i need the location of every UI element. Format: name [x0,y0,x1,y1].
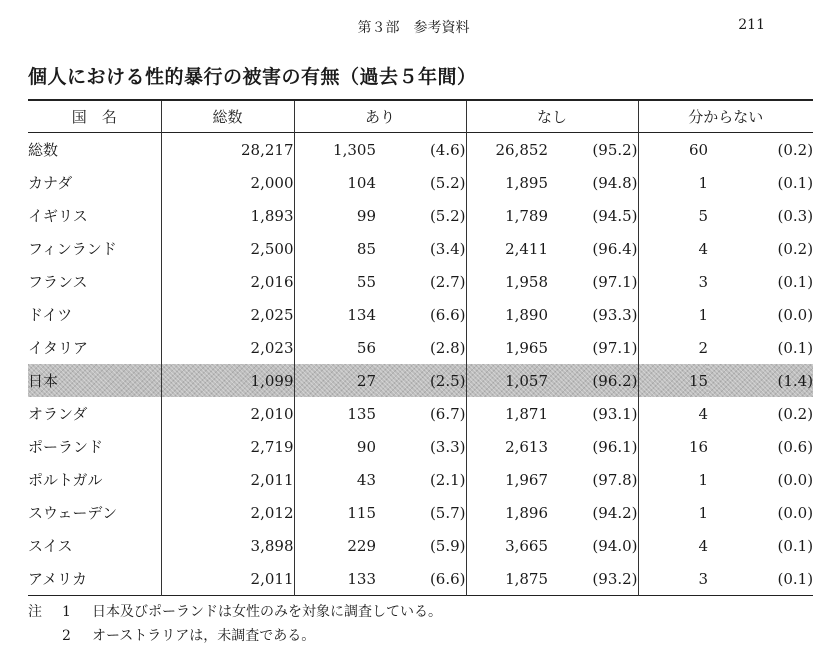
cell-name: ポーランド [28,438,104,456]
cell-yes: 115 [294,496,376,529]
footnote-number: 1 [62,604,71,620]
cell-unk-pct: (0.1) [777,272,814,291]
cell-unk-pct: (0.2) [777,140,814,159]
header-country: 国 名 [71,108,117,126]
cell-no-pct: (96.4) [592,239,638,258]
table-row [28,529,813,562]
cell-no: 1,890 [466,298,548,331]
cell-name: スイス [28,537,73,555]
footnote-text: オーストラリアは，未調査である。 [92,628,316,644]
cell-no: 26,852 [466,133,548,167]
cell-unk: 4 [638,529,708,562]
cell-no: 1,875 [466,562,548,596]
cell-unk: 2 [638,331,708,364]
cell-total: 2,012 [161,496,294,529]
cell-name: 総数 [28,141,59,159]
cell-yes: 229 [294,529,376,562]
cell-total: 2,023 [161,331,294,364]
cell-total: 2,500 [161,232,294,265]
cell-no-pct: (97.1) [592,272,638,291]
cell-unk-pct: (0.0) [777,470,814,489]
cell-yes-pct: (5.9) [429,536,466,555]
cell-no-pct: (96.2) [548,364,638,397]
cell-unk: 15 [638,364,708,397]
table-row [28,364,813,397]
cell-yes: 90 [294,430,376,463]
cell-yes-pct: (4.6) [429,140,466,159]
cell-yes: 43 [294,463,376,496]
footnote-text: 日本及びポーランドは女性のみを対象に調査している。 [92,604,442,620]
cell-yes-pct: (3.3) [429,437,466,456]
cell-yes-pct: (5.7) [429,503,466,522]
cell-total: 2,011 [161,463,294,496]
cell-no: 1,871 [466,397,548,430]
cell-total: 2,000 [161,166,294,199]
cell-yes: 27 [294,364,376,397]
cell-no-pct: (97.8) [592,470,638,489]
cell-name: ポルトガル [28,471,103,489]
cell-yes: 135 [294,397,376,430]
footnote-number: 2 [62,628,71,644]
cell-unk-pct: (0.2) [777,239,814,258]
cell-unk-pct: (0.0) [777,503,814,522]
cell-unk: 16 [638,430,708,463]
cell-total: 2,025 [161,298,294,331]
cell-yes-pct: (6.7) [429,404,466,423]
footnote-label: 注 [28,604,42,620]
cell-no: 1,057 [466,364,548,397]
cell-unk-pct: (0.1) [777,569,814,588]
cell-no-pct: (94.0) [592,536,638,555]
victimization-table [28,99,813,596]
cell-unk: 1 [638,166,708,199]
cell-yes-pct: (2.5) [376,364,466,397]
cell-yes: 55 [294,265,376,298]
cell-unk-pct: (1.4) [708,364,813,397]
cell-name: カナダ [28,174,73,192]
cell-no-pct: (95.2) [592,140,638,159]
cell-yes-pct: (2.8) [429,338,466,357]
cell-yes-pct: (5.2) [429,173,466,192]
header-unknown: 分からない [638,100,813,133]
cell-no: 1,967 [466,463,548,496]
cell-no-pct: (93.1) [592,404,638,423]
page-number: 211 [738,17,765,33]
cell-yes-pct: (5.2) [429,206,466,225]
table-header-row [28,100,813,133]
table-row [28,265,813,298]
footnote-1 [28,600,442,624]
cell-total: 3,898 [161,529,294,562]
cell-name: フィンランド [28,240,117,258]
cell-no-pct: (94.5) [592,206,638,225]
cell-name: イタリア [28,339,89,357]
cell-unk-pct: (0.1) [777,536,814,555]
cell-yes: 104 [294,166,376,199]
table-row [28,397,813,430]
cell-yes: 133 [294,562,376,596]
cell-name: オランダ [28,405,88,423]
cell-yes: 56 [294,331,376,364]
cell-yes: 85 [294,232,376,265]
cell-no: 1,789 [466,199,548,232]
cell-yes-pct: (3.4) [429,239,466,258]
cell-yes-pct: (2.1) [429,470,466,489]
cell-unk: 1 [638,496,708,529]
cell-name: 日本 [28,364,161,397]
cell-name: フランス [28,273,88,291]
cell-total: 28,217 [161,133,294,167]
cell-no: 1,965 [466,331,548,364]
cell-no: 1,896 [466,496,548,529]
cell-total: 1,099 [161,364,294,397]
cell-total: 2,016 [161,265,294,298]
table-row [28,199,813,232]
cell-unk-pct: (0.3) [777,206,814,225]
cell-no-pct: (93.3) [592,305,638,324]
table-row [28,562,813,596]
table-row [28,430,813,463]
cell-unk-pct: (0.6) [777,437,814,456]
header-yes: あり [294,100,466,133]
cell-yes-pct: (6.6) [429,569,466,588]
header-no: なし [466,100,638,133]
cell-total: 1,893 [161,199,294,232]
cell-no: 1,958 [466,265,548,298]
cell-unk: 60 [638,133,708,167]
cell-no: 1,895 [466,166,548,199]
cell-yes: 1,305 [294,133,376,167]
cell-unk-pct: (0.2) [777,404,814,423]
cell-unk: 4 [638,397,708,430]
table-row [28,298,813,331]
cell-unk-pct: (0.1) [777,173,814,192]
cell-name: ドイツ [28,306,73,324]
footnotes [28,600,442,648]
cell-no: 2,411 [466,232,548,265]
cell-unk: 4 [638,232,708,265]
table-row [28,232,813,265]
cell-unk: 3 [638,265,708,298]
table-title: 個人における性的暴行の被害の有無（過去５年間） [28,66,477,88]
cell-total: 2,719 [161,430,294,463]
header-total: 総数 [161,100,294,133]
table-row [28,496,813,529]
table-row [28,133,813,167]
cell-yes-pct: (2.7) [429,272,466,291]
cell-unk: 1 [638,463,708,496]
cell-name: スウェーデン [28,504,118,522]
cell-no-pct: (93.2) [592,569,638,588]
cell-yes: 99 [294,199,376,232]
footnote-2 [28,624,442,648]
cell-unk-pct: (0.1) [777,338,814,357]
cell-no-pct: (94.2) [592,503,638,522]
cell-no-pct: (97.1) [592,338,638,357]
cell-total: 2,011 [161,562,294,596]
cell-no: 2,613 [466,430,548,463]
cell-unk-pct: (0.0) [777,305,814,324]
running-header-section: 第３部 参考資料 [357,20,470,36]
cell-yes: 134 [294,298,376,331]
cell-unk: 3 [638,562,708,596]
cell-no-pct: (94.8) [592,173,638,192]
cell-unk: 1 [638,298,708,331]
cell-name: イギリス [28,207,88,225]
table-row [28,463,813,496]
cell-no: 3,665 [466,529,548,562]
cell-unk: 5 [638,199,708,232]
cell-yes-pct: (6.6) [429,305,466,324]
cell-name: アメリカ [28,570,87,588]
table-row [28,166,813,199]
table-row [28,331,813,364]
cell-total: 2,010 [161,397,294,430]
cell-no-pct: (96.1) [592,437,638,456]
